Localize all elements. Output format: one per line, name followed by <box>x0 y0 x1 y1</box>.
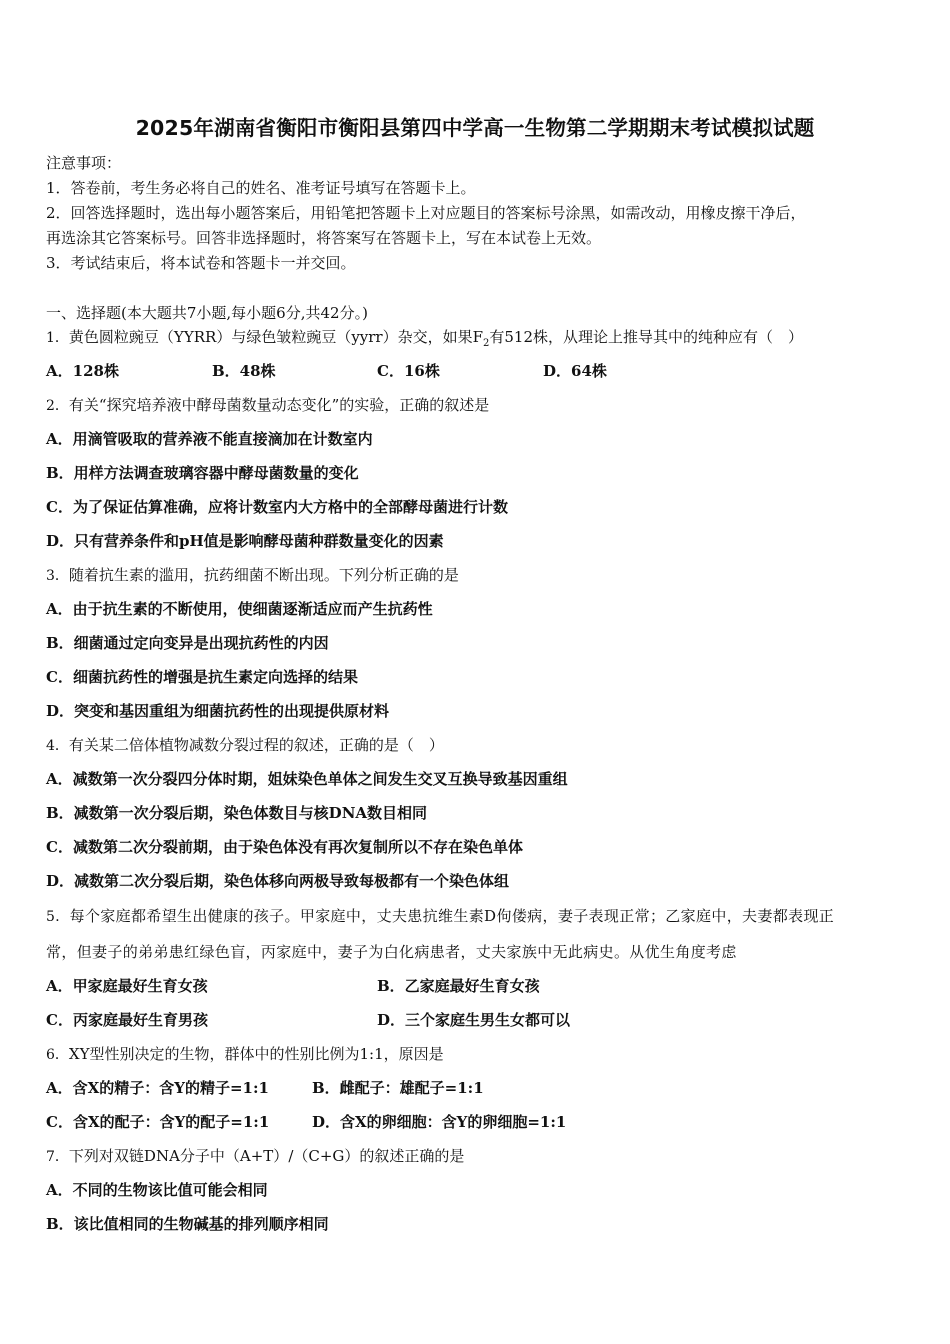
question-number: 5． <box>46 909 70 925</box>
subscript: 2 <box>483 338 490 349</box>
option-d: D．突变和基因重组为细菌抗药性的出现提供原材料 <box>46 702 390 720</box>
option-d: D．含X的卵细胞：含Y的卵细胞=1:1 <box>312 1113 567 1131</box>
page-title: 2025年湖南省衡阳市衡阳县第四中学高一生物第二学期期末考试模拟试题 <box>135 116 815 140</box>
notice-item: 1．答卷前，考生务必将自己的姓名、准考证号填写在答题卡上。 <box>46 179 476 197</box>
question-text: 黄色圆粒豌豆（YYRR）与绿色皱粒豌豆（yyrr）杂交，如果F <box>68 328 484 346</box>
notice-heading: 注意事项： <box>46 154 122 172</box>
option-b: B．用样方法调查玻璃容器中酵母菌数量的变化 <box>46 464 359 482</box>
option-d: D．减数第二次分裂后期，染色体移向两极导致每极都有一个染色体组 <box>46 872 510 890</box>
question-6-stem <box>46 1044 444 1065</box>
option-a: A．减数第一次分裂四分体时期，姐妹染色单体之间发生交叉互换导致基因重组 <box>46 770 568 788</box>
section-heading: 一、选择题(本大题共7小题,每小题6分,共42分。) <box>46 304 368 322</box>
option-a: A．甲家庭最好生育女孩 <box>46 977 208 995</box>
option-a: A．含X的精子：含Y的精子=1:1 <box>46 1079 269 1097</box>
option-d: D．64株 <box>543 362 607 380</box>
question-text: 有512株，从理论上推导其中的纯种应有（ ） <box>489 328 804 346</box>
question-text: 随着抗生素的滥用，抗药细菌不断出现。下列分析正确的是 <box>68 566 459 584</box>
question-text: 有关某二倍体植物减数分裂过程的叙述，正确的是（ ） <box>68 736 444 754</box>
question-number: 1． <box>46 330 69 346</box>
option-a: A．128株 <box>46 362 119 380</box>
option-c: C．丙家庭最好生育男孩 <box>46 1011 208 1029</box>
question-5-stem-cont: 常，但妻子的弟弟患红绿色盲，丙家庭中，妻子为白化病患者，丈夫家族中无此病史。从优生角度考虑 <box>46 943 737 961</box>
question-5-stem <box>46 906 834 927</box>
option-d: D．三个家庭生男生女都可以 <box>377 1011 571 1029</box>
option-c: C．含X的配子：含Y的配子=1:1 <box>46 1113 270 1131</box>
option-d: D．只有营养条件和pH值是影响酵母菌种群数量变化的因素 <box>46 532 444 550</box>
question-4-stem <box>46 735 444 756</box>
question-1-stem <box>46 327 803 348</box>
notice-item: 再选涂其它答案标号。回答非选择题时，将答案写在答题卡上，写在本试卷上无效。 <box>46 229 602 247</box>
question-number: 4． <box>46 738 69 754</box>
option-b: B．细菌通过定向变异是出现抗药性的内因 <box>46 634 329 652</box>
notice-item: 2．回答选择题时，选出每小题答案后，用铅笔把答题卡上对应题目的答案标号涂黑，如需改动，用橡皮擦干净后， <box>46 204 806 222</box>
question-text: 有关“探究培养液中酵母菌数量动态变化”的实验，正确的叙述是 <box>68 396 490 414</box>
question-number: 6． <box>46 1047 69 1063</box>
option-c: C．为了保证估算准确，应将计数室内大方格中的全部酵母菌进行计数 <box>46 498 508 516</box>
option-a: A．不同的生物该比值可能会相同 <box>46 1181 268 1199</box>
option-b: B．48株 <box>212 362 276 380</box>
question-number: 7． <box>46 1149 69 1165</box>
option-b: B．减数第一次分裂后期，染色体数目与核DNA数目相同 <box>46 804 428 822</box>
question-2-stem <box>46 395 489 416</box>
option-a: A．由于抗生素的不断使用，使细菌逐渐适应而产生抗药性 <box>46 600 433 618</box>
option-b: B．该比值相同的生物碱基的排列顺序相同 <box>46 1215 329 1233</box>
option-b: B．雌配子：雄配子=1:1 <box>312 1079 484 1097</box>
question-text: 每个家庭都希望生出健康的孩子。甲家庭中，丈夫患抗维生素D佝偻病，妻子表现正常；乙家庭中，夫妻都表现正 <box>69 907 835 925</box>
question-7-stem <box>46 1146 464 1167</box>
question-number: 3． <box>46 568 69 584</box>
question-3-stem <box>46 565 459 586</box>
option-c: C．减数第二次分裂前期，由于染色体没有再次复制所以不存在染色单体 <box>46 838 523 856</box>
question-text: XY型性别决定的生物，群体中的性别比例为1:1，原因是 <box>68 1045 444 1063</box>
question-text: 下列对双链DNA分子中（A+T）/（C+G）的叙述正确的是 <box>68 1147 465 1165</box>
option-c: C．16株 <box>377 362 440 380</box>
option-c: C．细菌抗药性的增强是抗生素定向选择的结果 <box>46 668 358 686</box>
question-number: 2． <box>46 398 69 414</box>
notice-item: 3．考试结束后，将本试卷和答题卡一并交回。 <box>46 254 356 272</box>
option-a: A．用滴管吸取的营养液不能直接滴加在计数室内 <box>46 430 373 448</box>
option-b: B．乙家庭最好生育女孩 <box>377 977 540 995</box>
